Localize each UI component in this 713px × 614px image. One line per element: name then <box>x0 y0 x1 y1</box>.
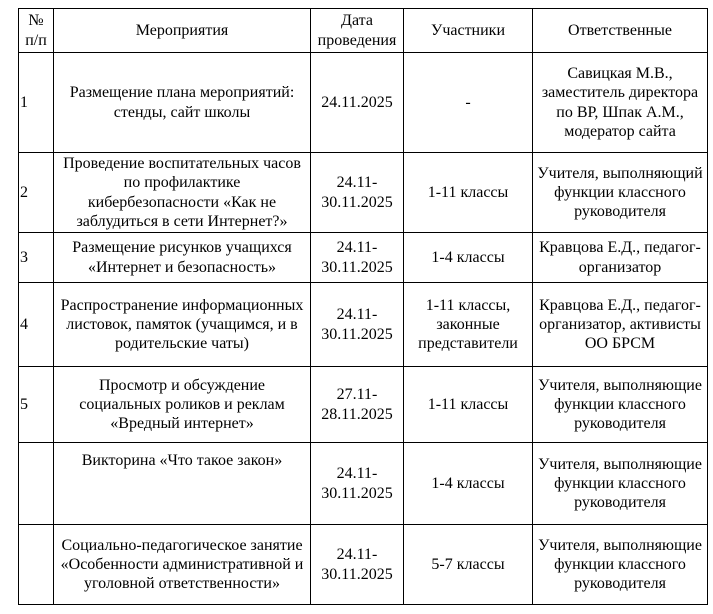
cell-participants: - <box>404 53 533 153</box>
cell-responsible: Учителя, выполняющие функции классного руководителя <box>533 367 708 443</box>
cell-num <box>19 525 54 605</box>
table-row <box>19 153 708 233</box>
cell-participants: 1-11 классы <box>404 367 533 443</box>
table-row <box>19 283 708 367</box>
table-header-row <box>19 9 708 53</box>
header-date: Дата проведения <box>311 9 404 53</box>
cell-date: 24.11-30.11.2025 <box>311 233 404 283</box>
cell-date: 27.11-28.11.2025 <box>311 367 404 443</box>
table-row <box>19 443 708 525</box>
cell-responsible: Савицкая М.В., заместитель директора по ВР, Шпак А.М., модератор сайта <box>533 53 708 153</box>
events-plan-table <box>18 8 708 605</box>
cell-participants: 5-7 классы <box>404 525 533 605</box>
cell-responsible: Учителя, выполняющий функции классного руководителя <box>533 153 708 233</box>
cell-event: Размещение плана мероприятий: стенды, сайт школы <box>54 53 311 153</box>
cell-responsible: Учителя, выполняющие функции классного руководителя <box>533 525 708 605</box>
cell-date: 24.11-30.11.2025 <box>311 525 404 605</box>
cell-event: Распространение информационных листовок, памяток (учащимся, и в родительские чаты) <box>54 283 311 367</box>
cell-num: 4 <box>19 283 54 367</box>
cell-event: Размещение рисунков учащихся «Интернет и безопасность» <box>54 233 311 283</box>
cell-date: 24.11.2025 <box>311 53 404 153</box>
cell-date: 24.11-30.11.2025 <box>311 153 404 233</box>
cell-date: 24.11-30.11.2025 <box>311 443 404 525</box>
cell-num: 5 <box>19 367 54 443</box>
cell-date: 24.11-30.11.2025 <box>311 283 404 367</box>
cell-responsible: Кравцова Е.Д., педагог-организатор, активисты ОО БРСМ <box>533 283 708 367</box>
table-row <box>19 233 708 283</box>
table-row <box>19 53 708 153</box>
header-responsible: Ответственные <box>533 9 708 53</box>
cell-event: Просмотр и обсуждение социальных роликов и реклам «Вредный интернет» <box>54 367 311 443</box>
cell-num: 2 <box>19 153 54 233</box>
cell-event: Проведение воспитательных часов по профилактике кибербезопасности «Как не заблудиться в сети Интернет?» <box>54 153 311 233</box>
table-row <box>19 367 708 443</box>
cell-num: 3 <box>19 233 54 283</box>
header-participants: Участники <box>404 9 533 53</box>
cell-participants: 1-11 классы <box>404 153 533 233</box>
cell-responsible: Кравцова Е.Д., педагог-организатор <box>533 233 708 283</box>
cell-participants: 1-11 классы, законные представители <box>404 283 533 367</box>
table-row <box>19 525 708 605</box>
cell-event: Викторина «Что такое закон» <box>54 443 311 525</box>
cell-event: Социально-педагогическое занятие «Особенности административной и уголовной ответственности» <box>54 525 311 605</box>
header-event: Мероприятия <box>54 9 311 53</box>
cell-num <box>19 443 54 525</box>
cell-participants: 1-4 классы <box>404 443 533 525</box>
cell-num: 1 <box>19 53 54 153</box>
header-num: № п/п <box>19 9 54 53</box>
cell-responsible: Учителя, выполняющие функции классного руководителя <box>533 443 708 525</box>
cell-participants: 1-4 классы <box>404 233 533 283</box>
